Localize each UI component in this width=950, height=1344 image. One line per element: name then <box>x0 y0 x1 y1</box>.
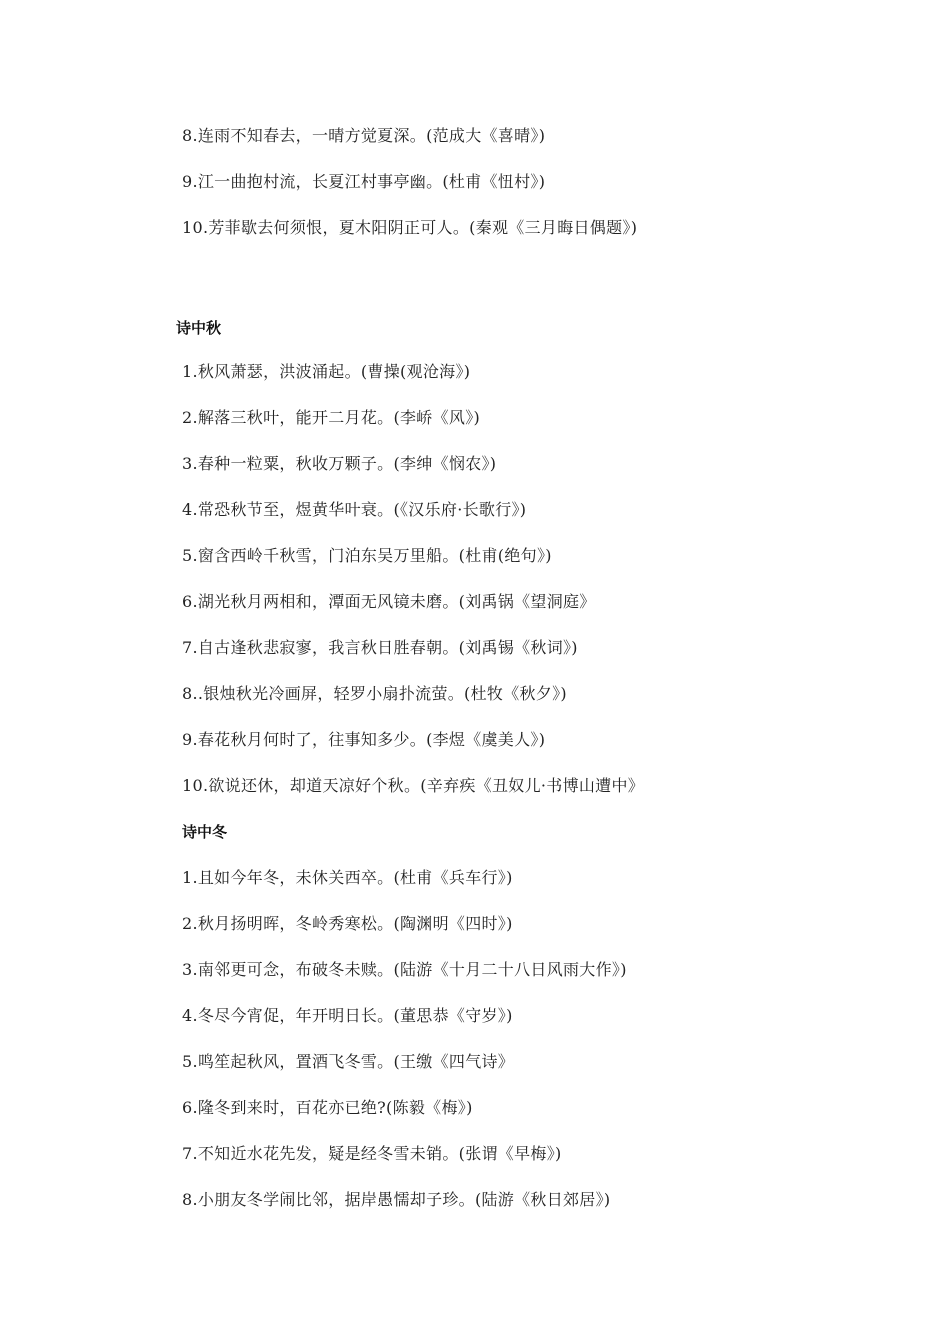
winter-poem-line-8: 8.小朋友冬学闹比邻，据岸愚懦却子珍。(陆游《秋日郊居》) <box>182 1190 611 1209</box>
winter-heading: 诗中冬 <box>182 823 228 841</box>
autumn-poem-line-9: 9.春花秋月何时了，往事知多少。(李煜《虞美人》) <box>182 730 546 749</box>
autumn-poem-line-1: 1.秋风萧瑟，洪波涌起。(曹操(观沧海》) <box>182 362 471 381</box>
autumn-poem-line-7: 7.自古逢秋悲寂寥，我言秋日胜春朝。(刘禹锡《秋词》) <box>182 638 578 657</box>
summer-poem-line-8: 8.连雨不知春去，一晴方觉夏深。(范成大《喜晴》) <box>182 126 546 145</box>
autumn-poem-line-2: 2.解落三秋叶，能开二月花。(李峤《风》) <box>182 408 481 427</box>
winter-poem-line-7: 7.不知近水花先发，疑是经冬雪未销。(张谓《早梅》) <box>182 1144 562 1163</box>
autumn-poem-line-8: 8..银烛秋光冷画屏，轻罗小扇扑流萤。(杜牧《秋夕》) <box>182 684 567 703</box>
autumn-poem-line-10: 10.欲说还休，却道天凉好个秋。(辛弃疾《丑奴儿·书博山遭中》 <box>182 776 645 795</box>
winter-poem-line-2: 2.秋月扬明晖，冬岭秀寒松。(陶渊明《四时》) <box>182 914 513 933</box>
autumn-poem-line-5: 5.窗含西岭千秋雪，门泊东吴万里船。(杜甫(绝句》) <box>182 546 552 565</box>
autumn-poem-line-6: 6.湖光秋月两相和，潭面无风镜未磨。(刘禹锅《望洞庭》 <box>182 592 596 611</box>
autumn-poem-line-4: 4.常恐秋节至，煜黄华叶衰。(《汉乐府·长歌行》) <box>182 500 527 519</box>
winter-poem-line-6: 6.隆冬到来时，百花亦已绝?(陈毅《梅》) <box>182 1098 473 1117</box>
autumn-poem-line-3: 3.春种一粒粟，秋收万颗子。(李绅《悯农》) <box>182 454 497 473</box>
winter-poem-line-5: 5.鸣笙起秋风，置酒飞冬雪。(王缴《四气诗》 <box>182 1052 515 1071</box>
autumn-heading: 诗中秋 <box>176 319 222 337</box>
winter-poem-line-1: 1.且如今年冬，未休关西卒。(杜甫《兵车行》) <box>182 868 513 887</box>
summer-poem-line-9: 9.江一曲抱村流，长夏江村事亭幽。(杜甫《忸村》) <box>182 172 546 191</box>
summer-poem-line-10: 10.芳菲歇去何须恨，夏木阳阴正可人。(秦观《三月晦日偶题》) <box>182 218 638 237</box>
winter-poem-line-3: 3.南邻更可念，布破冬未赎。(陆游《十月二十八日风雨大作》) <box>182 960 627 979</box>
winter-poem-line-4: 4.冬尽今宵促，年开明日长。(董思恭《守岁》) <box>182 1006 513 1025</box>
